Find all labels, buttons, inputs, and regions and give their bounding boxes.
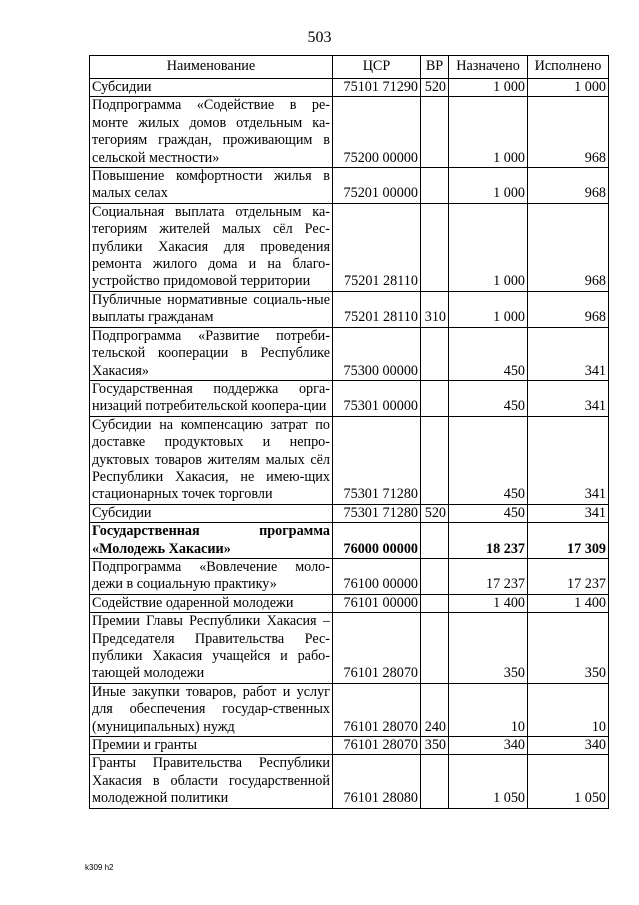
- row-executed: 17 309: [528, 523, 609, 559]
- header-name: Наименование: [90, 56, 333, 79]
- row-assigned: 1 000: [449, 291, 528, 327]
- table-row: [90, 558, 609, 594]
- row-csr: 75301 71280: [333, 416, 421, 504]
- row-name: Содействие одаренной молодежи: [90, 594, 333, 612]
- budget-table: [89, 55, 609, 809]
- row-name: Премии и гранты: [90, 737, 333, 755]
- row-name: Иные закупки товаров, работ и услуг для обеспечения государ-ственных (муниципальных) нужд: [90, 683, 333, 736]
- table-row: [90, 291, 609, 327]
- row-name: Государственная программа «Молодежь Хакасии»: [90, 523, 333, 559]
- row-vr: [421, 97, 449, 168]
- row-csr: 76101 00000: [333, 594, 421, 612]
- row-name: Государственная поддержка орга-низаций потребительской коопера-ции: [90, 380, 333, 416]
- table-row: [90, 168, 609, 204]
- row-assigned: 1 400: [449, 594, 528, 612]
- row-vr: [421, 594, 449, 612]
- row-csr: 76000 00000: [333, 523, 421, 559]
- row-csr: 75200 00000: [333, 97, 421, 168]
- row-executed: 350: [528, 613, 609, 684]
- row-assigned: 18 237: [449, 523, 528, 559]
- row-csr: 76101 28070: [333, 737, 421, 755]
- table-row: [90, 594, 609, 612]
- row-assigned: 17 237: [449, 558, 528, 594]
- table-row: [90, 523, 609, 559]
- header-csr: ЦСР: [333, 56, 421, 79]
- row-executed: 341: [528, 504, 609, 522]
- row-assigned: 450: [449, 327, 528, 380]
- table-row: [90, 613, 609, 684]
- row-assigned: 450: [449, 504, 528, 522]
- row-executed: 968: [528, 97, 609, 168]
- row-executed: 1 050: [528, 755, 609, 808]
- row-vr: [421, 416, 449, 504]
- table-row: [90, 97, 609, 168]
- table-row: [90, 79, 609, 97]
- row-executed: 968: [528, 168, 609, 204]
- row-assigned: 10: [449, 683, 528, 736]
- row-vr: [421, 755, 449, 808]
- row-name: Гранты Правительства Республики Хакасия в области государственной молодежной политики: [90, 755, 333, 808]
- table-row: [90, 380, 609, 416]
- row-name: Субсидии: [90, 504, 333, 522]
- row-vr: [421, 327, 449, 380]
- row-csr: 75301 71280: [333, 504, 421, 522]
- row-name: Повышение комфортности жилья в малых селах: [90, 168, 333, 204]
- table-row: [90, 416, 609, 504]
- row-assigned: 1 000: [449, 79, 528, 97]
- row-vr: [421, 168, 449, 204]
- table-row: [90, 203, 609, 291]
- row-executed: 341: [528, 327, 609, 380]
- row-vr: [421, 380, 449, 416]
- row-csr: 76100 00000: [333, 558, 421, 594]
- row-executed: 968: [528, 203, 609, 291]
- row-vr: 240: [421, 683, 449, 736]
- row-vr: [421, 203, 449, 291]
- row-vr: 350: [421, 737, 449, 755]
- row-csr: 75301 00000: [333, 380, 421, 416]
- row-csr: 75201 28110: [333, 291, 421, 327]
- row-vr: [421, 613, 449, 684]
- row-vr: [421, 558, 449, 594]
- table-body: [90, 79, 609, 809]
- row-name: Социальная выплата отдельным ка-тегориям жителей малых сёл Рес-публики Хакасия для проведения ремонта жилого дома и на благо-устройство придомовой территории: [90, 203, 333, 291]
- row-name: Субсидии: [90, 79, 333, 97]
- row-assigned: 1 000: [449, 97, 528, 168]
- row-csr: 75201 28110: [333, 203, 421, 291]
- table-row: [90, 755, 609, 808]
- row-executed: 341: [528, 380, 609, 416]
- row-assigned: 1 000: [449, 168, 528, 204]
- table-row: [90, 683, 609, 736]
- row-executed: 1 400: [528, 594, 609, 612]
- table-header-row: [90, 56, 609, 79]
- row-executed: 1 000: [528, 79, 609, 97]
- row-assigned: 450: [449, 380, 528, 416]
- footer-code: k309 h2: [85, 863, 114, 872]
- row-csr: 75300 00000: [333, 327, 421, 380]
- row-assigned: 1 000: [449, 203, 528, 291]
- row-executed: 968: [528, 291, 609, 327]
- row-assigned: 1 050: [449, 755, 528, 808]
- row-name: Подпрограмма «Содействие в ре-монте жилых домов отдельным ка-тегориям граждан, проживающим в сельской местности»: [90, 97, 333, 168]
- row-vr: 520: [421, 504, 449, 522]
- row-executed: 17 237: [528, 558, 609, 594]
- row-assigned: 450: [449, 416, 528, 504]
- row-csr: 76101 28080: [333, 755, 421, 808]
- row-vr: 520: [421, 79, 449, 97]
- row-csr: 75201 00000: [333, 168, 421, 204]
- header-executed: Исполнено: [528, 56, 609, 79]
- row-vr: [421, 523, 449, 559]
- row-executed: 341: [528, 416, 609, 504]
- row-name: Субсидии на компенсацию затрат по доставке продуктовых и непро-дуктовых товаров жителям малых сёл Республики Хакасия, не имею-щих стационарных точек торговли: [90, 416, 333, 504]
- row-name: Подпрограмма «Развитие потреби-тельской кооперации в Республике Хакасия»: [90, 327, 333, 380]
- row-csr: 76101 28070: [333, 613, 421, 684]
- table-row: [90, 504, 609, 522]
- row-name: Публичные нормативные социаль-ные выплаты гражданам: [90, 291, 333, 327]
- row-name: Премии Главы Республики Хакасия – Председателя Правительства Рес-публики Хакасия учащейся и рабо-тающей молодежи: [90, 613, 333, 684]
- header-assigned: Назначено: [449, 56, 528, 79]
- row-assigned: 350: [449, 613, 528, 684]
- row-csr: 76101 28070: [333, 683, 421, 736]
- row-assigned: 340: [449, 737, 528, 755]
- table-row: [90, 327, 609, 380]
- row-csr: 75101 71290: [333, 79, 421, 97]
- table-row: [90, 737, 609, 755]
- row-executed: 340: [528, 737, 609, 755]
- page-number: 503: [307, 29, 332, 46]
- header-vr: ВР: [421, 56, 449, 79]
- row-name: Подпрограмма «Вовлечение моло-дежи в социальную практику»: [90, 558, 333, 594]
- row-executed: 10: [528, 683, 609, 736]
- row-vr: 310: [421, 291, 449, 327]
